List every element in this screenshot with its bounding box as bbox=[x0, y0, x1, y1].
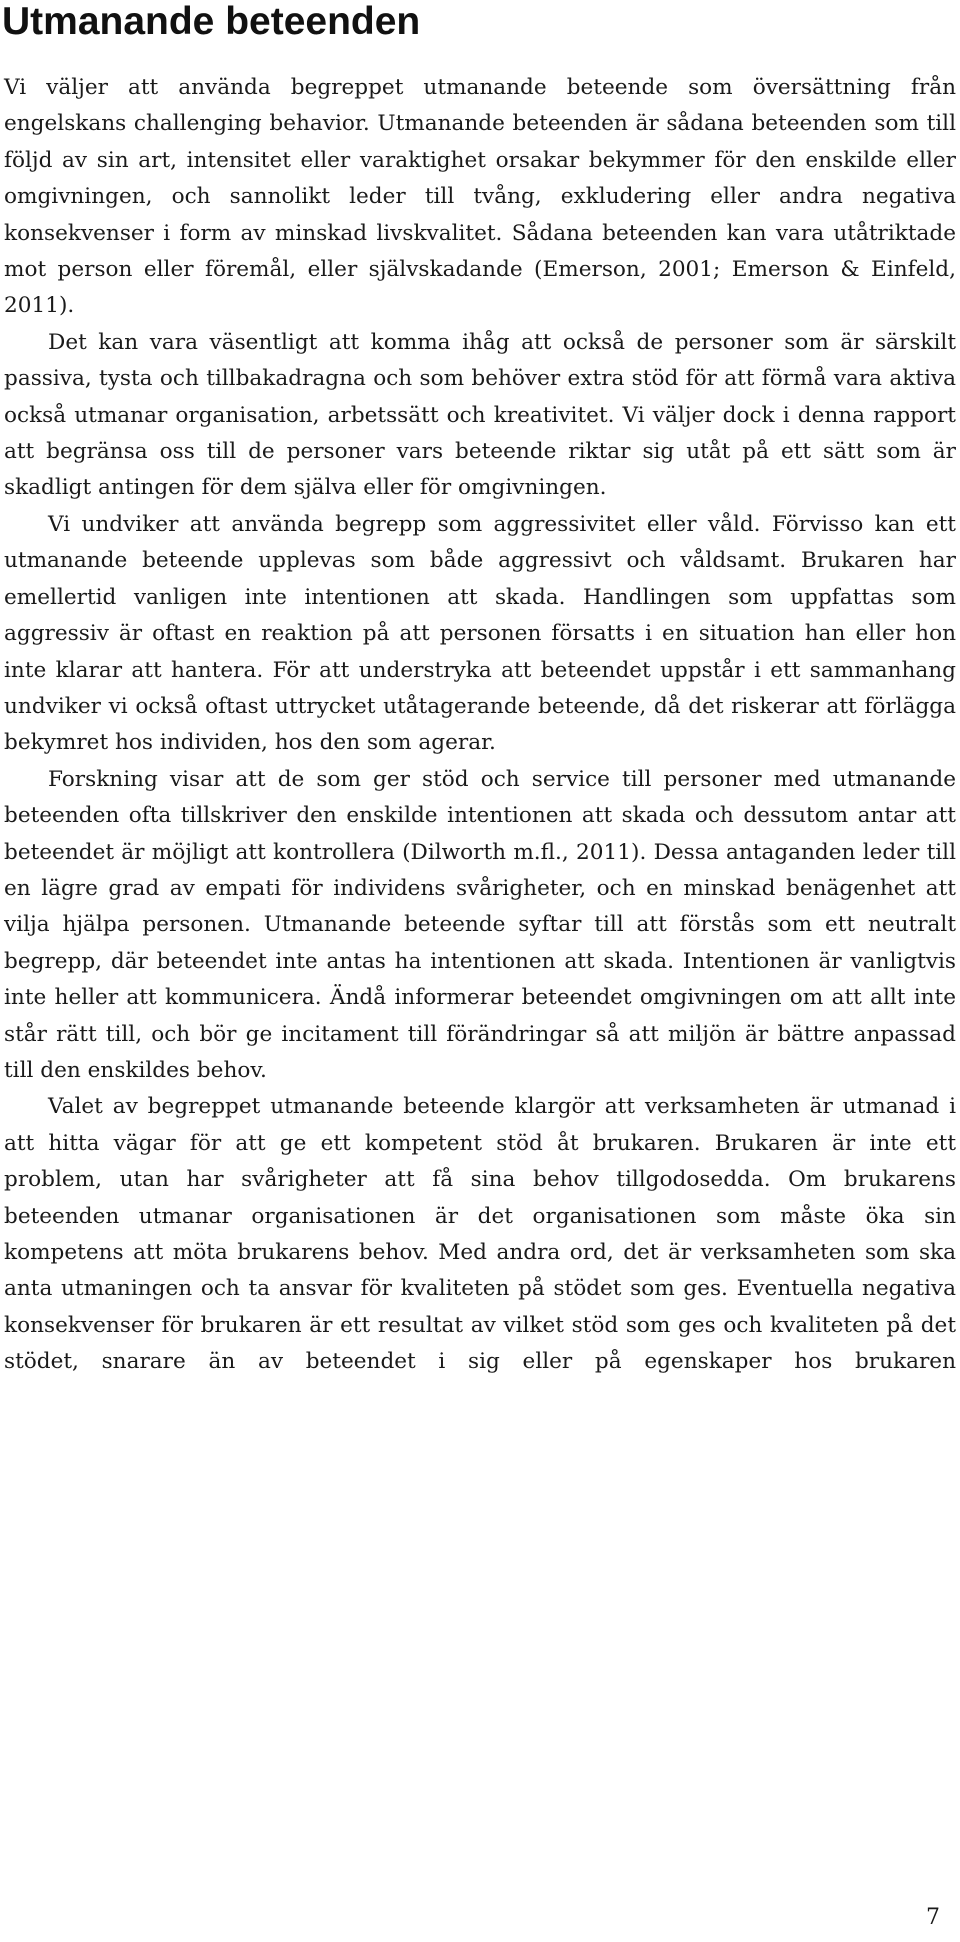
paragraph-3: Vi undviker att använda begrepp som aggressivitet eller våld. Förvisso kan ett utmanande beteende upplevas som både aggressivt och våldsamt. Brukaren har emellertid vanligen inte intentionen att skada. Handlingen som uppfattas som aggressiv är oftast en reaktion på att personen försatts i en situation han eller hon inte klarar att hantera. För att understryka att beteendet uppstår i ett sammanhang undviker vi också oftast uttrycket utåtagerande beteende, då det riskerar att förlägga bekymret hos individen, hos den som agerar. bbox=[4, 511, 956, 756]
paragraph-2: Det kan vara väsentligt att komma ihåg att också de personer som är särskilt passiva, tysta och tillbakadragna och som behöver extra stöd för att förmå vara aktiva också utmanar organisation, arbetssätt och kreativitet. Vi väljer dock i denna rapport att begränsa oss till de personer vars beteende riktar sig utåt på ett sätt som är skadligt antingen för dem själva eller för omgivningen. bbox=[4, 329, 956, 501]
page-number: 7 bbox=[926, 1905, 940, 1930]
body-text bbox=[4, 70, 956, 1381]
paragraph-1: Vi väljer att använda begreppet utmanande beteende som översättning från engelskans challenging behavior. Utmanande beteenden är sådana beteenden som till följd av sin art, intensitet eller varaktighet orsakar bekymmer för den enskilde eller omgivningen, och sannolikt leder till tvång, exkludering eller andra negativa konsekvenser i form av minskad livskvalitet. Sådana beteenden kan vara utåtriktade mot person eller föremål, eller självskadande (Emerson, 2001; Emerson & Einfeld, 2011). bbox=[4, 75, 956, 319]
section-heading: Utmanande beteenden bbox=[2, 0, 421, 43]
paragraph-5: Valet av begreppet utmanande beteende klargör att verksamheten är utmanad i att hitta vägar för att ge ett kompetent stöd åt brukaren. Brukaren är inte ett problem, utan har svårigheter att få sina behov tillgodosedda. Om brukarens beteenden utmanar organisationen är det organisationen som måste öka sin kompetens att möta brukarens behov. Med andra ord, det är verksamheten som ska anta utmaningen och ta ansvar för kvaliteten på stödet som ges. Eventuella negativa konsekvenser för brukaren är ett resultat av vilket stöd som ges och kvaliteten på det stödet, snarare än av beteendet i sig eller på egenskaper hos brukaren bbox=[4, 1094, 956, 1375]
paragraph-4: Forskning visar att de som ger stöd och service till personer med utmanande beteenden ofta tillskriver den enskilde intentionen att skada och dessutom antar att beteendet är möjligt att kontrollera (Dilworth m.fl., 2011). Dessa antaganden leder till en lägre grad av empati för individens svårigheter, och en minskad benägenhet att vilja hjälpa personen. Utmanande beteende syftar till att förstås som ett neutralt begrepp, där beteendet inte antas ha intentionen att skada. Intentionen är vanligtvis inte heller att kommunicera. Ändå informerar beteendet omgivningen om att allt inte står rätt till, och bör ge incitament till förändringar så att miljön är bättre anpassad till den enskildes behov. bbox=[4, 766, 956, 1083]
